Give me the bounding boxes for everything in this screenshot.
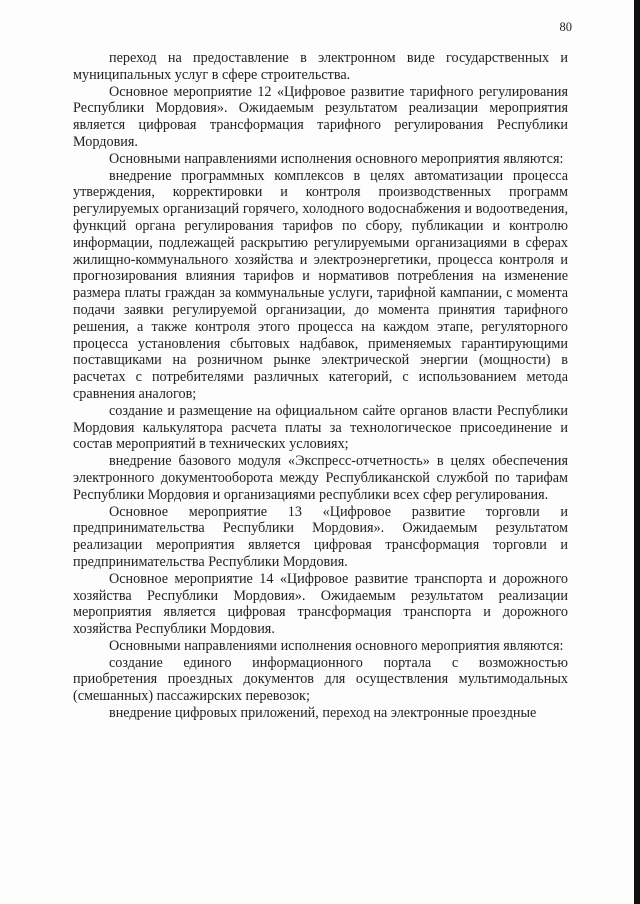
paragraph: Основное мероприятие 14 «Цифровое развитие транспорта и дорожного хозяйства Республики Мордовия». Ожидаемым результатом реализации мероприятия является цифровая трансформация транспорта и дорожного хозяйства Республики Мордовия. <box>73 570 568 638</box>
paragraph: внедрение базового модуля «Экспресс-отчетность» в целях обеспечения электронного документооборота между Республиканской службой по тарифам Республики Мордовия и организациями республики всех сфер регулирования. <box>73 453 568 503</box>
paragraph: Основное мероприятие 12 «Цифровое развитие тарифного регулирования Республики Мордовия». Ожидаемым результатом реализации мероприятия является цифровая трансформация тарифного регулирования Республики Мордовия. <box>73 83 568 150</box>
paragraph: внедрение программных комплексов в целях автоматизации процесса утверждения, корректировки и контроля производственных программ регулируемых организаций горячего, холодного водоснабжения и водоотведения, функций органа регулирования тарифов по сбору, публикации и контролю информации, подлежащей раскрытию регулируемыми организациями в сферах жилищно-коммунального хозяйства и электроэнергетики, процесса контроля и прогнозирования влияния тарифов и нормативов потребления на изменение размера платы граждан за коммунальные услуги, тарифной кампании, с момента подачи заявки регулируемой организации, до момента принятия тарифного решения, а также контроля этого процесса на каждом этапе, регуляторного процесса установления сбытовых надбавок, применяемых гарантирующими поставщиками на розничном рынке электрической энергии (мощности) в расчетах с потребителями различных категорий, с использованием метода сравнения аналогов; <box>73 167 568 402</box>
document-body <box>73 50 568 722</box>
page-number: 80 <box>559 20 572 34</box>
paragraph: внедрение цифровых приложений, переход на электронные проездные <box>109 705 537 722</box>
paragraph: переход на предоставление в электронном виде государственных и муниципальных услуг в сфере строительства. <box>73 50 568 83</box>
paragraph: создание и размещение на официальном сайте органов власти Республики Мордовия калькулятора расчета платы за технологическое присоединение и состав мероприятий в технических условиях; <box>73 402 568 453</box>
paragraph: Основными направлениями исполнения основного мероприятия являются: <box>109 150 564 167</box>
paragraph: Основное мероприятие 13 «Цифровое развитие торговли и предпринимательства Республики Мордовия». Ожидаемым результатом реализации мероприятия является цифровая трансформация торговли и предпринимательства Республики Мордовия. <box>73 503 568 570</box>
paragraph: создание единого информационного портала с возможностью приобретения проездных документов для осуществления мультимодальных (смешанных) пассажирских перевозок; <box>73 654 568 705</box>
scan-edge-shadow <box>634 0 640 904</box>
paragraph: Основными направлениями исполнения основного мероприятия являются: <box>109 637 564 654</box>
